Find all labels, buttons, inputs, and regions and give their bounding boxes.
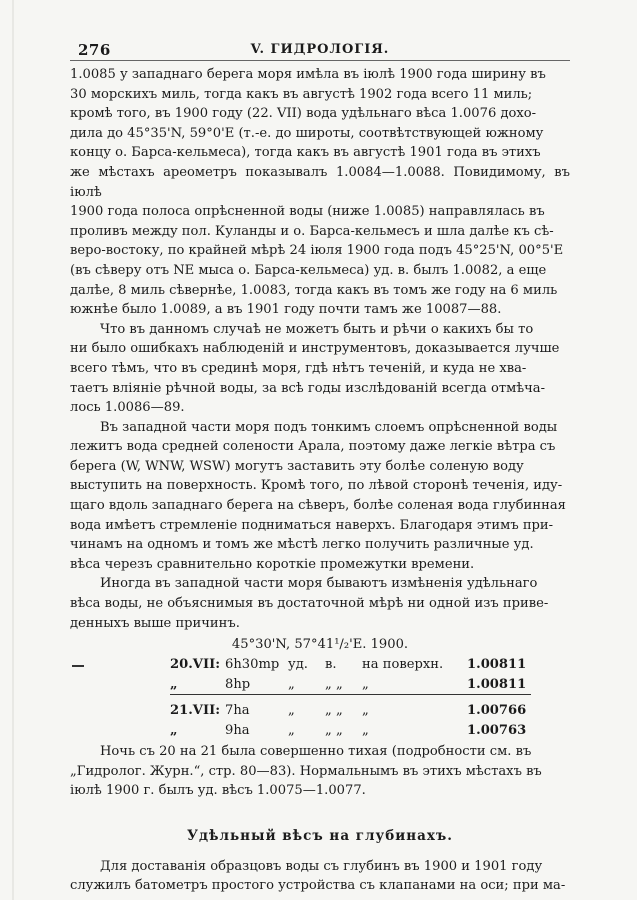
table-row (170, 675, 531, 695)
text-line: чинамъ на одномъ и томъ же мѣстѣ легко получить различные уд. (70, 537, 534, 553)
text-line: іюлѣ 1900 г. былъ уд. вѣсъ 1.0075—1.0077. (70, 783, 366, 799)
text-line: Иногда въ западной части моря бываютъ измѣненія удѣльнаго (100, 576, 538, 592)
text-line: берега (W, WNW, WSW) могутъ заставить эту болѣе соленую воду (70, 458, 524, 474)
cell-q1: „ (288, 703, 295, 719)
table-row (170, 655, 531, 675)
paragraph-3 (70, 418, 570, 575)
text-line: концу о. Барса-кельмеса), тогда какъ въ августѣ 1901 года въ этихъ (70, 145, 541, 161)
text-line: вѣса черезъ сравнительно короткіе промежутки времени. (70, 556, 475, 572)
text-line: Ночь съ 20 на 21 была совершенно тихая (подробности см. въ (100, 744, 532, 760)
cell-value: 1.00766 (467, 703, 527, 719)
text-line: ни было ошибкахъ наблюденій и инструментовъ, доказывается лучше (70, 341, 560, 357)
cell-q3: на поверхн. (362, 657, 444, 673)
running-header (70, 38, 570, 61)
text-line: щаго вдоль западнаго берега на сѣверъ, болѣе соленая вода глубинная (70, 498, 566, 514)
cell-time: 7ha (225, 703, 250, 719)
text-line: выступить на поверхность. Кромѣ того, по лѣвой сторонѣ теченія, иду- (70, 478, 563, 494)
margin-dash (72, 665, 84, 667)
cell-value: 1.00763 (467, 723, 527, 738)
text-line: далѣе, 8 миль сѣвернѣе, 1.0083, тогда какъ въ томъ же году на 6 миль (70, 282, 558, 298)
text-line: южнѣе было 1.0089, а въ 1901 году почти тамъ же 10087—88. (70, 302, 502, 318)
cell-q1: уд. (288, 657, 308, 673)
page-number: 276 (78, 41, 111, 59)
cell-date: „ (170, 676, 178, 692)
cell-q3: „ (362, 703, 369, 719)
text-line: вода имѣетъ стремленіе подниматься наверхъ. Благодаря этимъ при- (70, 517, 554, 533)
measurement-table-block (70, 635, 570, 740)
paragraph-1 (70, 65, 570, 320)
cell-time: 9ha (225, 723, 250, 738)
cell-q2: „ „ (325, 723, 343, 738)
cell-q3: „ (362, 676, 369, 692)
cell-value: 1.00811 (467, 657, 527, 673)
text-line: веро-востоку, по крайней мѣрѣ 24 іюля 1900 года подъ 45°25'N, 00°5'E (70, 243, 564, 259)
cell-value: 1.00811 (467, 676, 527, 692)
text-line: 30 морскихъ миль, тогда какъ въ августѣ 1902 года всего 11 миль; (70, 86, 533, 102)
cell-date: 20.VII: (170, 657, 221, 673)
text-line: 1900 года полоса опрѣсненной воды (ниже 1.0085) направлялась въ (70, 204, 545, 220)
text-line: дила до 45°35'N, 59°0'E (т.-е. до широты, соотвѣтствующей южному (70, 125, 544, 141)
text-line: проливъ между пол. Куланды и о. Барса-кельмесъ и шла далѣе къ сѣ- (70, 223, 554, 239)
chapter-title: V. ГИДРОЛОГІЯ. (250, 42, 390, 57)
cell-q2: „ „ (325, 676, 343, 692)
scan-edge (12, 0, 14, 900)
table-row (170, 721, 531, 741)
text-line: вѣса воды, не объяснимыя въ достаточной мѣрѣ ни одной изъ приве- (70, 596, 549, 612)
text-line: таетъ вліяніе рѣчной воды, за всѣ годы изслѣдованій всегда отмѣча- (70, 380, 546, 396)
paragraph-2 (70, 320, 570, 418)
cell-q3: „ (362, 723, 369, 738)
paragraph-4 (70, 574, 570, 633)
paragraph-final (70, 857, 570, 896)
measurement-table (170, 655, 531, 740)
cell-date: 21.VII: (170, 703, 221, 719)
section-heading: Удѣльный вѣсъ на глубинахъ. (187, 828, 453, 844)
cell-q2: в. (325, 657, 337, 673)
body-text (70, 65, 570, 896)
cell-q1: „ (288, 723, 295, 738)
text-line: кромѣ того, въ 1900 году (22. VII) вода удѣльнаго вѣса 1.0076 дохо- (70, 106, 537, 122)
cell-q1: „ (288, 676, 295, 692)
text-line: лось 1.0086—89. (70, 400, 185, 416)
book-page (70, 38, 570, 896)
cell-time: 6h30mp (225, 657, 280, 673)
text-line: Что въ данномъ случаѣ не можетъ быть и рѣчи о какихъ бы то (100, 321, 534, 337)
table-row (170, 701, 531, 721)
cell-q2: „ „ (325, 703, 343, 719)
text-line: же мѣстахъ ареометръ показывалъ 1.0084—1.0088. Повидимому, въ іюлѣ (70, 164, 570, 200)
text-line: (въ сѣверу отъ NE мыса о. Барса-кельмеса) уд. в. былъ 1.0082, а еще (70, 262, 547, 278)
cell-date: „ (170, 723, 178, 738)
text-line: 1.0085 у западнаго берега моря имѣла въ іюлѣ 1900 года ширину въ (70, 67, 546, 82)
cell-time: 8hp (225, 676, 251, 692)
paragraph-after-table (70, 742, 570, 801)
text-line: денныхъ выше причинъ. (70, 615, 240, 631)
text-line: всего тѣмъ, что въ срединѣ моря, гдѣ нѣтъ теченій, и куда не хва- (70, 360, 527, 376)
text-line: Въ западной части моря подъ тонкимъ слоемъ опрѣсненной воды (100, 419, 558, 435)
text-line: „Гидролог. Журн.“, стр. 80—83). Нормальнымъ въ этихъ мѣстахъ въ (70, 763, 542, 779)
text-line: Для доставанія образцовъ воды съ глубинъ въ 1900 и 1901 году (100, 858, 543, 874)
table-coordinates: 45°30'N, 57°41¹/₂'E. 1900. (231, 637, 409, 653)
text-line: лежитъ вода средней солености Арала, поэтому даже легкіе вѣтра съ (70, 439, 556, 455)
text-line: служилъ батометръ простого устройства съ клапанами на оси; при ма- (70, 878, 566, 894)
